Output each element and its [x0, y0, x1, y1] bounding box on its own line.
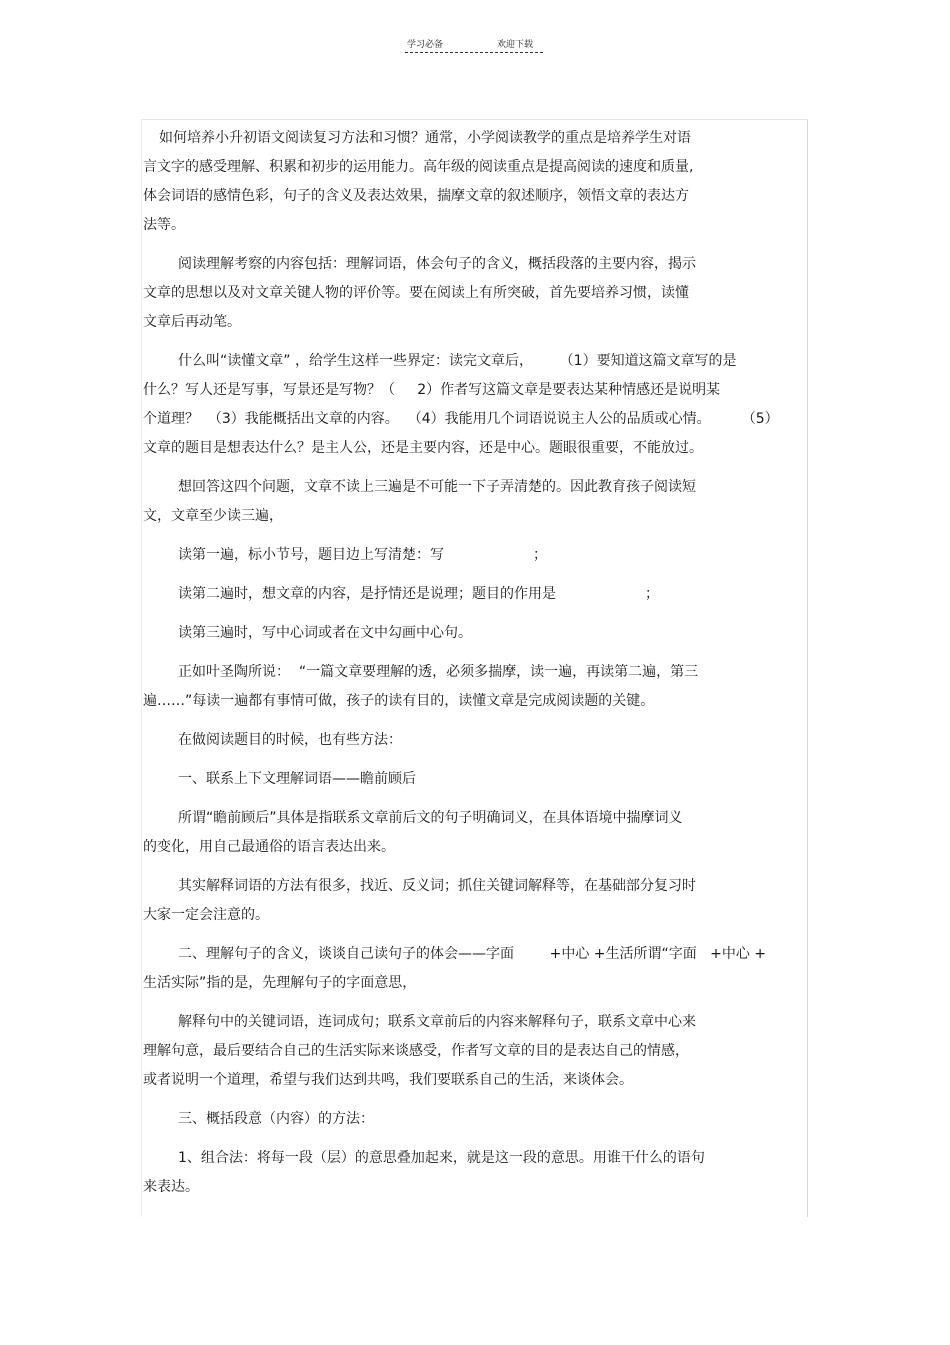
- header-left-text: 学习必备: [407, 40, 444, 50]
- text-line: 所谓“瞻前顾后”具体是指联系文章前后文的句子明确词义，在具体语境中揣摩词义: [178, 810, 683, 826]
- header-divider: [405, 52, 543, 53]
- paragraph: [143, 1144, 813, 1202]
- header-right-text: 欢迎下载: [497, 40, 534, 50]
- document-body: [143, 124, 813, 1212]
- text-line: 解释句中的关键词语，连词成句；联系文章前后的内容来解释句子，联系文章中心来: [178, 1014, 696, 1030]
- text-line: 如何培养小升初语文阅读复习方法和习惯？通常，小学阅读教学的重点是培养学生对语: [159, 130, 691, 146]
- paragraph: [143, 1008, 813, 1095]
- text-line: 的变化，用自己最通俗的语言表达出来。: [143, 839, 395, 855]
- paragraph: [143, 804, 813, 862]
- paragraph: [143, 872, 813, 930]
- text-line: 文章的思想以及对文章关键人物的评价等。要在阅读上有所突破，首先要培养习惯，读懂: [143, 285, 689, 301]
- text-line: 三、概括段意（内容）的方法：: [178, 1111, 374, 1127]
- text-line: 来表达。: [143, 1179, 199, 1195]
- text-line: 一、联系上下文理解词语——瞻前顾后: [178, 771, 416, 787]
- text-line: 法等。: [143, 217, 185, 233]
- text-line: 读第二遍时，想文章的内容，是抒情还是说理；题目的作用是 ；: [178, 586, 660, 602]
- section-heading: [143, 940, 813, 998]
- paragraph: [143, 473, 813, 531]
- text-line: 阅读理解考察的内容包括：理解词语，体会句子的含义，概括段落的主要内容，揭示: [178, 256, 696, 272]
- text-line: 体会词语的感情色彩，句子的含义及表达效果，揣摩文章的叙述顺序，领悟文章的表达方: [143, 188, 689, 204]
- text-line: 其实解释词语的方法有很多，找近、反义词；抓住关键词解释等，在基础部分复习时: [178, 878, 696, 894]
- text-line: 什么？写人还是写事，写景还是写物？（ 2）作者写这篇文章是要表达某种情感还是说明某: [143, 382, 721, 398]
- text-line: 个道理？ （3）我能概括出文章的内容。 （4）我能用几个词语说说主人公的品质或心情。 （5）: [143, 411, 779, 427]
- text-line: 理解句意，最后要结合自己的生活实际来谈感受，作者写文章的目的是表达自己的情感，: [143, 1043, 689, 1059]
- paragraph: [143, 658, 813, 716]
- text-line: 遍……”每读一遍都有事情可做，孩子的读有目的，读懂文章是完成阅读题的关键。: [143, 693, 655, 709]
- text-line: 1、组合法：将每一段（层）的意思叠加起来，就是这一段的意思。用谁干什么的语句: [178, 1150, 705, 1166]
- paragraph: [143, 250, 813, 337]
- paragraph: [143, 580, 813, 609]
- text-line: 或者说明一个道理，希望与我们达到共鸣，我们要联系自己的生活，来谈体会。: [143, 1072, 633, 1088]
- text-line: 二、理解句子的含义，谈谈自己读句子的体会——字面 +中心 +生活所谓“字面 +中心 +: [178, 946, 767, 962]
- text-line: 什么叫“读懂文章” ，给学生这样一些界定：读完文章后， （1）要知道这篇文章写的是: [178, 353, 737, 369]
- text-line: 大家一定会注意的。: [143, 907, 269, 923]
- section-heading: [143, 765, 813, 794]
- text-line: 想回答这四个问题，文章不读上三遍是不可能一下子弄清楚的。因此教育孩子阅读短: [178, 479, 696, 495]
- paragraph: [143, 541, 813, 570]
- section-heading: [143, 1105, 813, 1134]
- paragraph: [143, 619, 813, 648]
- text-line: 读第三遍时，写中心词或者在文中勾画中心句。: [178, 625, 472, 641]
- text-line: 文章的题目是想表达什么？是主人公，还是主要内容，还是中心。题眼很重要，不能放过。: [143, 440, 703, 456]
- text-line: 文，文章至少读三遍，: [143, 508, 283, 524]
- paragraph: [143, 124, 813, 240]
- text-line: 言文字的感受理解、积累和初步的运用能力。高年级的阅读重点是提高阅读的速度和质量,: [143, 159, 694, 175]
- text-line: 在做阅读题目的时候，也有些方法：: [178, 732, 402, 748]
- text-line: 文章后再动笔。: [143, 314, 241, 330]
- text-line: 生活实际”指的是，先理解句子的字面意思，: [143, 975, 417, 991]
- text-line: 正如叶圣陶所说： “一篇文章要理解的透，必须多揣摩，读一遍，再读第二遍，第三: [178, 664, 699, 680]
- paragraph: [143, 347, 813, 463]
- paragraph: [143, 726, 813, 755]
- text-line: 读第一遍，标小节号，题目边上写清楚：写 ；: [178, 547, 548, 563]
